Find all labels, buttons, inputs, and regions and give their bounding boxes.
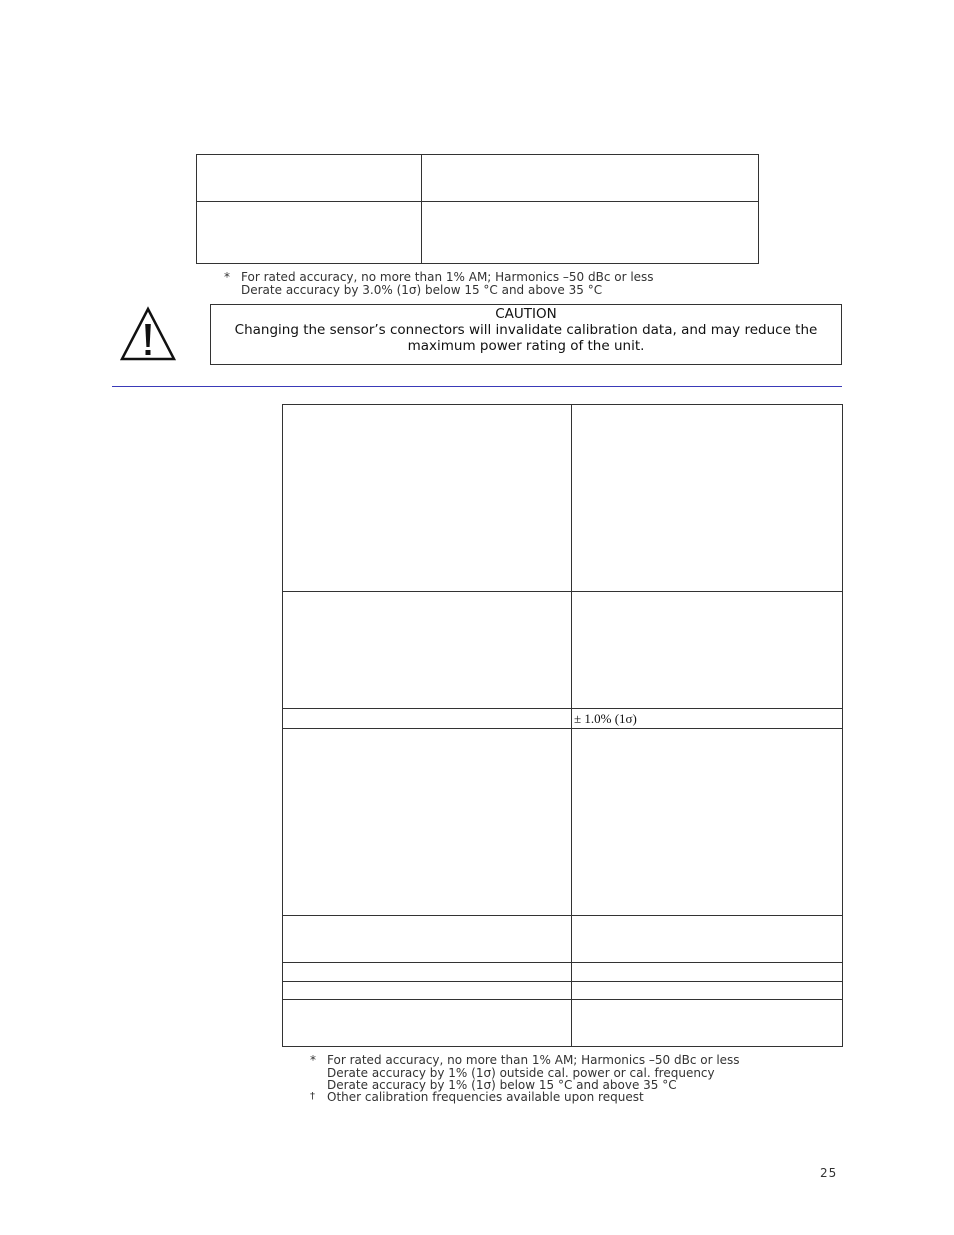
table-row (197, 202, 759, 264)
accuracy-value: ± 1.0% (1σ) (574, 711, 637, 726)
footnote-line: Derate accuracy by 1% (1σ) outside cal. power or cal. frequency (327, 1065, 715, 1080)
table-cell (283, 709, 572, 729)
table-cell (572, 963, 843, 982)
table-cell (283, 1000, 572, 1047)
footnote-line: For rated accuracy, no more than 1% AM; Harmonics –50 dBc or less (327, 1053, 740, 1067)
table-row (283, 963, 843, 982)
table-row (283, 405, 843, 592)
table-cell (422, 155, 759, 202)
table-cell (572, 1000, 843, 1047)
table-cell (572, 982, 843, 1000)
spec-table-footnote (310, 1091, 830, 1104)
caution-box (210, 304, 842, 365)
table-cell (283, 405, 572, 592)
caution-text: Changing the sensor’s connectors will invalidate calibration data, and may reduce the maximum power rating of the unit. (234, 322, 818, 354)
caution-title: CAUTION (495, 306, 557, 322)
spec-table (282, 404, 843, 1047)
table-cell (422, 202, 759, 264)
page-number: 25 (820, 1166, 838, 1180)
table-cell (283, 916, 572, 963)
table-cell (283, 729, 572, 916)
table-row (283, 729, 843, 916)
top-spec-table (196, 154, 759, 264)
table-cell (572, 405, 843, 592)
spec-table-footnote (310, 1054, 830, 1092)
footnote-line: For rated accuracy, no more than 1% AM; Harmonics –50 dBc or less (241, 270, 654, 284)
table-cell (572, 709, 843, 729)
table-cell (197, 202, 422, 264)
table-row (283, 982, 843, 1000)
footnote-mark: † (310, 1091, 315, 1102)
table-cell (197, 155, 422, 202)
footnote-mark: * (310, 1053, 316, 1067)
table-row (283, 916, 843, 963)
footnote-line: Other calibration frequencies available upon request (327, 1090, 644, 1104)
section-divider (112, 386, 842, 387)
table-row (283, 592, 843, 709)
top-table-footnote (224, 271, 744, 296)
table-cell (572, 916, 843, 963)
footnote-line: Derate accuracy by 3.0% (1σ) below 15 °C and above 35 °C (241, 282, 603, 297)
footnote-mark: * (224, 270, 230, 284)
table-row (283, 1000, 843, 1047)
footnote-line: Derate accuracy by 1% (1σ) below 15 °C and above 35 °C (327, 1078, 677, 1092)
table-cell (283, 982, 572, 1000)
table-cell (283, 963, 572, 982)
table-row (283, 709, 843, 729)
warning-triangle-icon (119, 306, 177, 362)
table-cell (283, 592, 572, 709)
table-cell (572, 729, 843, 916)
table-row (197, 155, 759, 202)
table-cell (572, 592, 843, 709)
